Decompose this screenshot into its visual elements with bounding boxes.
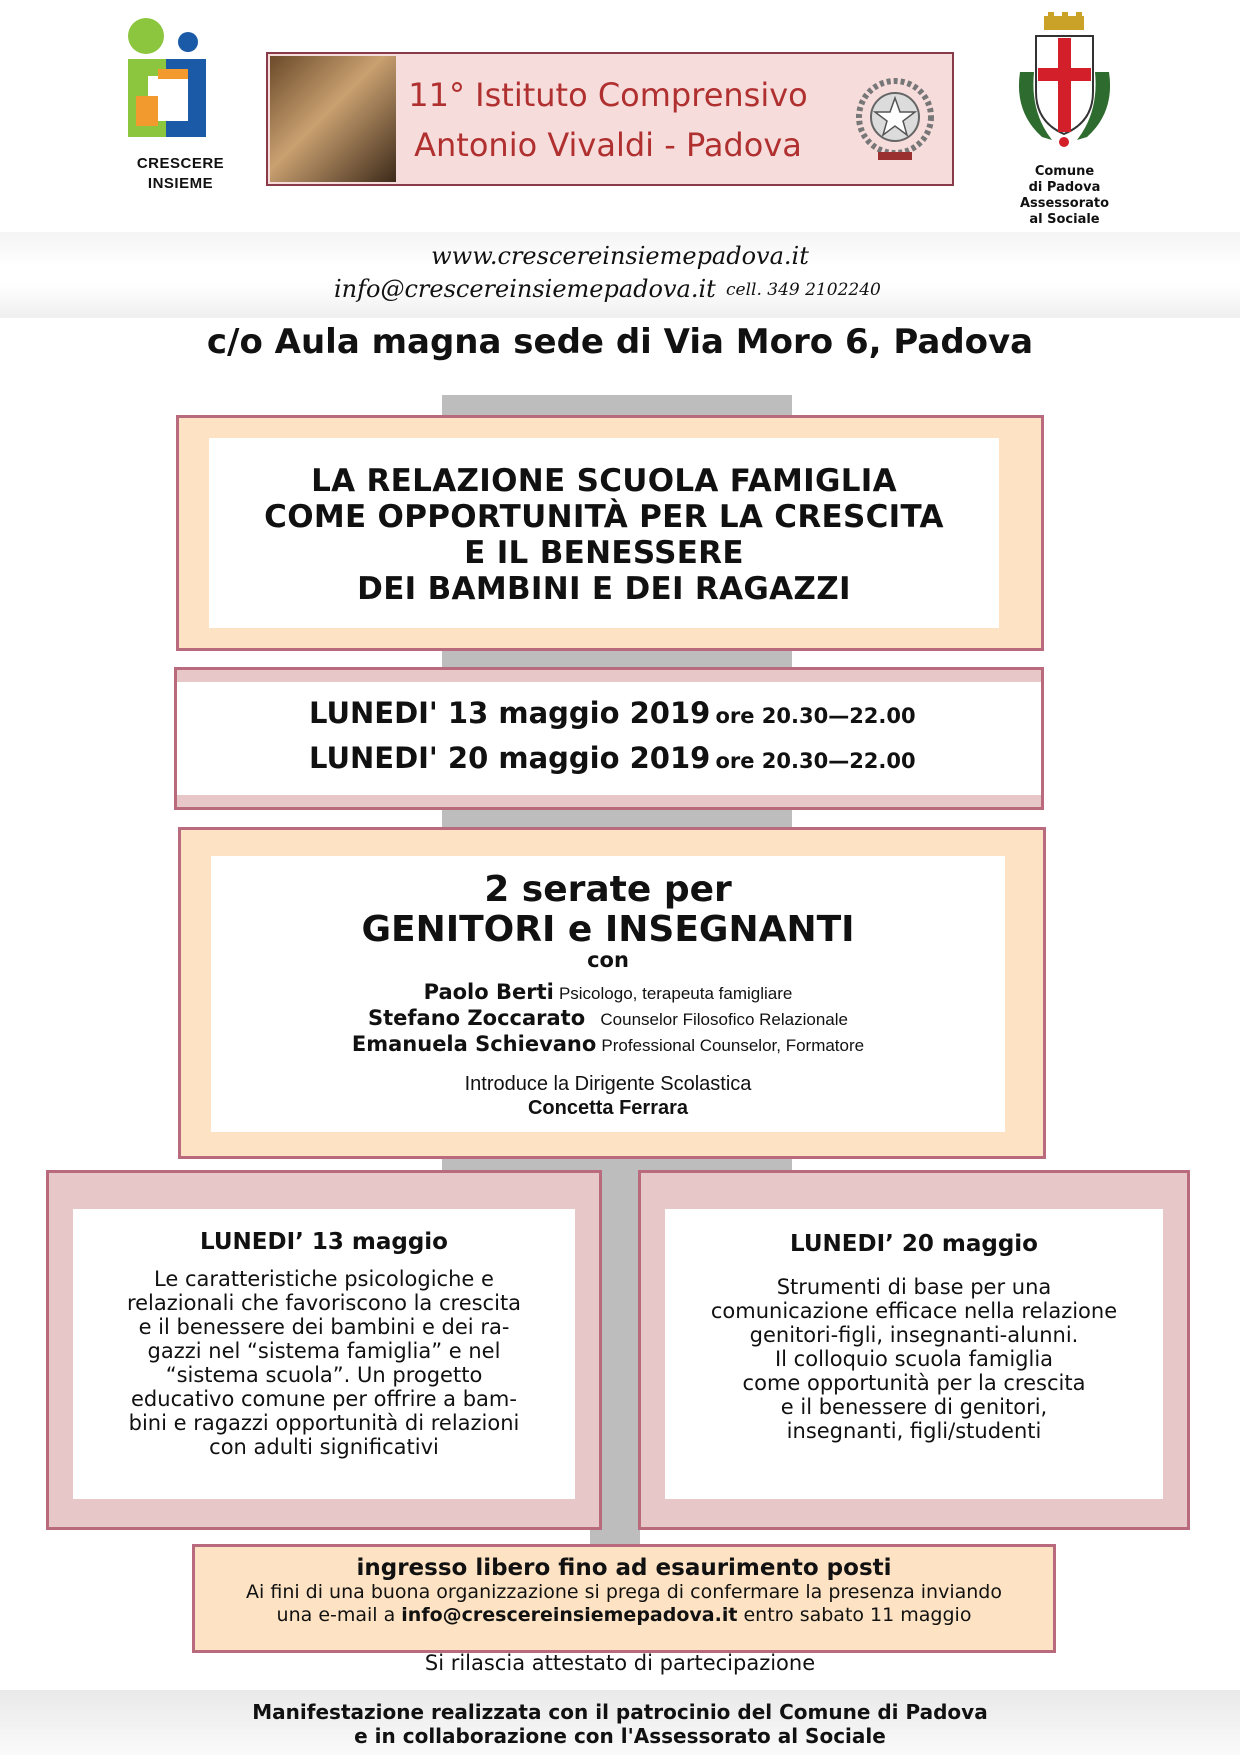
dates-box-inner: [177, 682, 1041, 795]
coat-text-line1: Comune: [1034, 164, 1095, 179]
serate-box: [178, 827, 1046, 1159]
speaker-2-role: Counselor Filosofico Relazionale: [600, 1010, 848, 1029]
event-title: [209, 438, 999, 607]
serate-line2: GENITORI e INSEGNANTI: [361, 909, 855, 950]
entry-body: [195, 1581, 1053, 1627]
session-1-line: bini e ragazzi opportunità di relazioni: [128, 1411, 520, 1435]
entry-email-link[interactable]: info@crescereinsiemepadova.it: [401, 1604, 738, 1626]
date-2: LUNEDI' 20 maggio 2019: [309, 741, 711, 775]
banner-line1: 11° Istituto Comprensivo: [408, 76, 808, 114]
title-line1: LA RELAZIONE SCUOLA FAMIGLIA: [311, 463, 897, 499]
intro-line: Introduce la Dirigente Scolastica: [464, 1073, 752, 1095]
entry-line2-post: entro sabato 11 maggio: [737, 1604, 972, 1626]
entry-info-box: [192, 1544, 1056, 1653]
footer-line2: e in collaborazione con l'Assessorato al Sociale: [354, 1724, 886, 1748]
italian-republic-emblem-icon: [848, 70, 942, 170]
session-1-line: Le caratteristiche psicologiche e: [154, 1267, 494, 1291]
speaker-1-name: Paolo Berti: [423, 980, 554, 1004]
entry-line1: Ai fini di una buona organizzazione si prega di confermare la presenza inviando: [246, 1581, 1002, 1603]
entry-line2: [195, 1604, 1053, 1627]
entry-content: [195, 1547, 1053, 1627]
speaker-3-role: Professional Counselor, Formatore: [601, 1036, 865, 1055]
session-1-title: LUNEDI’ 13 maggio: [200, 1229, 448, 1255]
intro-name: Concetta Ferrara: [527, 1097, 689, 1119]
entry-line2-pre: una e-mail a: [276, 1604, 402, 1626]
date-1: LUNEDI' 13 maggio 2019: [309, 696, 711, 730]
date-row-2: [309, 741, 916, 775]
session-2-line: comunicazione efficace nella relazione: [710, 1299, 1118, 1323]
school-banner: [266, 52, 954, 186]
session-1-line: e il benessere dei bambini e dei ra-: [138, 1315, 510, 1339]
session-1-line: “sistema scuola”. Un progetto: [165, 1363, 483, 1387]
serate-box-inner: [211, 856, 1005, 1132]
crescere-insieme-logo-icon: [118, 14, 243, 149]
title-box: [176, 415, 1044, 651]
email-link[interactable]: info@crescereinsiemepadova.it: [334, 275, 716, 303]
banner-line2: Antonio Vivaldi - Padova: [414, 126, 802, 164]
session-2-line: genitori-figli, insegnanti-alunni.: [749, 1323, 1079, 1347]
title-line2: COME OPPORTUNITÀ PER LA CRESCITA: [264, 499, 944, 535]
session-1-line: relazionali che favoriscono la crescita: [126, 1291, 522, 1315]
intro-block: [211, 1072, 1005, 1120]
time-2: ore 20.30—22.00: [715, 749, 916, 773]
session-2-line: Strumenti di base per una: [776, 1275, 1052, 1299]
date-row-1: [309, 696, 916, 730]
speaker-3: [211, 1032, 1005, 1058]
speaker-3-name: Emanuela Schievano: [351, 1032, 597, 1056]
dates-box: [174, 667, 1044, 810]
comune-padova-logo: [1012, 12, 1117, 228]
logo-text-line1: CRESCERE: [136, 155, 225, 172]
session-2-line: come opportunità per la crescita: [742, 1371, 1086, 1395]
coat-text-line2: di Padova: [1028, 180, 1101, 195]
speaker-2-name: Stefano Zoccarato: [368, 1006, 586, 1030]
speaker-1: [211, 980, 1005, 1006]
session-2-box: [638, 1170, 1190, 1530]
footer-text: [0, 1700, 1240, 1748]
session-2-description: [665, 1275, 1163, 1443]
session-2-line: e il benessere di genitori,: [780, 1395, 1048, 1419]
title-line3: E IL BENESSERE: [464, 535, 744, 571]
venue-text: c/o Aula magna sede di Via Moro 6, Padova: [206, 322, 1034, 362]
speakers-list: [211, 980, 1005, 1058]
footer-line1: Manifestazione realizzata con il patrocinio del Comune di Padova: [252, 1700, 988, 1724]
time-1: ore 20.30—22.00: [715, 704, 916, 728]
serate-line1: 2 serate per: [484, 869, 732, 910]
session-1-line: con adulti significativi: [209, 1435, 439, 1459]
session-1-line: educativo comune per offrire a bam-: [131, 1387, 517, 1411]
serate-title: [211, 856, 1005, 950]
session-2-inner: [665, 1209, 1163, 1499]
con-label: con: [587, 948, 629, 972]
session-2-title: LUNEDI’ 20 maggio: [790, 1231, 1038, 1257]
logo-text-line2: INSIEME: [147, 175, 214, 192]
session-1-description: [73, 1267, 575, 1459]
coat-text-line4: al Sociale: [1029, 212, 1100, 227]
session-1-line: gazzi nel “sistema famiglia” e nel: [147, 1339, 501, 1363]
coat-text-line3: Assessorato: [1019, 196, 1110, 211]
crescere-insieme-logo: [118, 14, 243, 192]
session-1-box: [46, 1170, 602, 1530]
certificate-note: Si rilascia attestato di partecipazione: [424, 1651, 816, 1675]
website-link[interactable]: www.crescereinsiemepadova.it: [431, 242, 809, 270]
session-1-inner: [73, 1209, 575, 1499]
title-line4: DEI BAMBINI E DEI RAGAZZI: [357, 571, 851, 607]
padova-coat-of-arms-icon: [1012, 12, 1117, 152]
title-box-inner: [209, 438, 999, 628]
session-2-line: insegnanti, figli/studenti: [786, 1419, 1042, 1443]
speaker-1-role: Psicologo, terapeuta famigliare: [558, 984, 793, 1003]
vivaldi-portrait-image: [270, 56, 396, 182]
cell-phone: cell. 349 2102240: [726, 280, 881, 300]
entry-title: ingresso libero fino ad esaurimento posti: [356, 1555, 892, 1581]
session-2-line: Il colloquio scuola famiglia: [774, 1347, 1054, 1371]
speaker-2: [211, 1006, 1005, 1032]
